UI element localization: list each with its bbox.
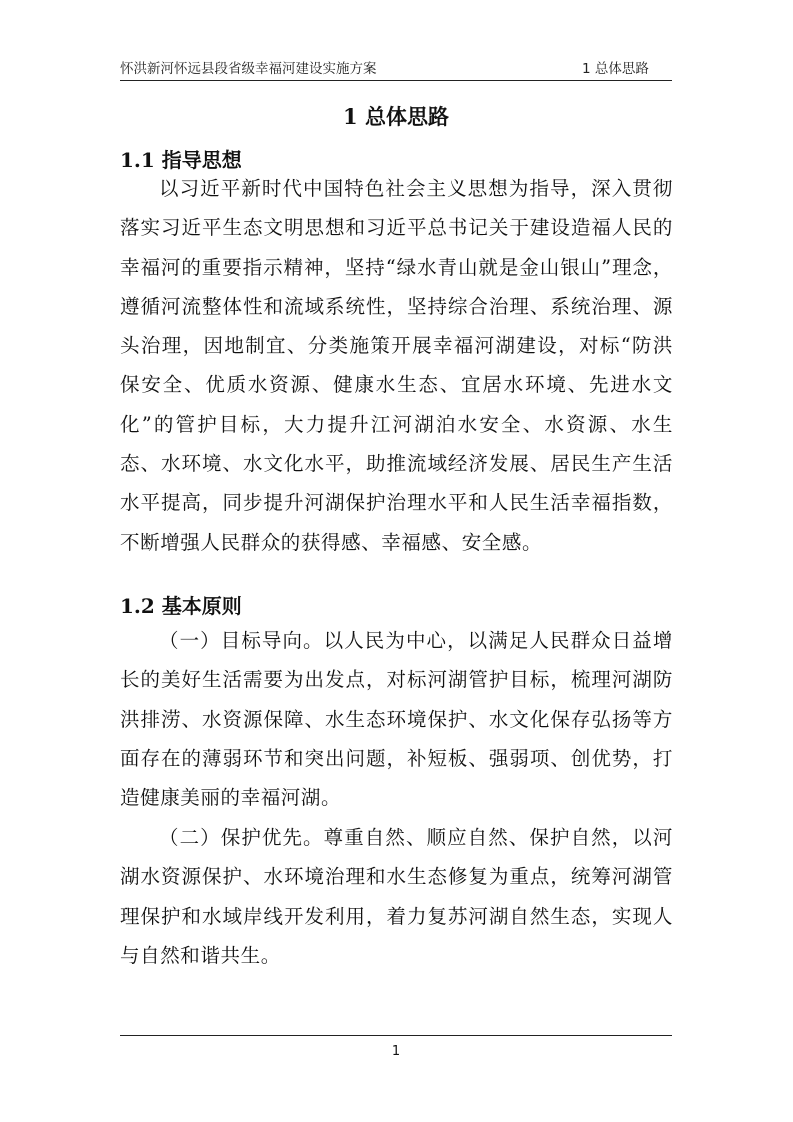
paragraph-protection-first: （二）保护优先。尊重自然、顺应自然、保护自然，以河湖水资源保护、水环境治理和水生态修复为重点，统筹河湖管理保护和水域岸线开发利用，着力复苏河湖自然生态，实现人与自然和谐共生。 <box>120 826 673 967</box>
page-header <box>120 50 672 81</box>
chapter-title: 1 总体思路 <box>343 104 449 129</box>
section-heading-basic-principles: 1.2 基本原则 <box>120 594 242 618</box>
document-title: 怀洪新河怀远县段省级幸福河建设实施方案 <box>120 61 377 77</box>
paragraph-target-orientation: （一）目标导向。以人民为中心，以满足人民群众日益增长的美好生活需要为出发点，对标河湖管护目标，梳理河湖防洪排涝、水资源保障、水生态环境保护、水文化保存弘扬等方面存在的薄弱环节和突出问题，补短板、强弱项、创优势，打造健康美丽的幸福河湖。 <box>120 629 673 810</box>
paragraph-guiding-ideology: 以习近平新时代中国特色社会主义思想为指导，深入贯彻落实习近平生态文明思想和习近平总书记关于建设造福人民的幸福河的重要指示精神，坚持“绿水青山就是金山银山”理念，遵循河流整体性和流域系统性，坚持综合治理、系统治理、源头治理，因地制宜、分类施策开展幸福河湖建设，对标“防洪保安全、优质水资源、健康水生态、宜居水环境、先进水文化”的管护目标，大力提升江河湖泊水安全、水资源、水生态、水环境、水文化水平，助推流域经济发展、居民生产生活水平提高，同步提升河湖保护治理水平和人民生活幸福指数，不断增强人民群众的获得感、幸福感、安全感。 <box>120 177 673 554</box>
page-footer <box>120 1035 672 1059</box>
section-heading-guiding-ideology: 1.1 指导思想 <box>120 148 242 172</box>
page-number: 1 <box>391 1044 401 1059</box>
running-section-label: 1 总体思路 <box>582 61 649 77</box>
